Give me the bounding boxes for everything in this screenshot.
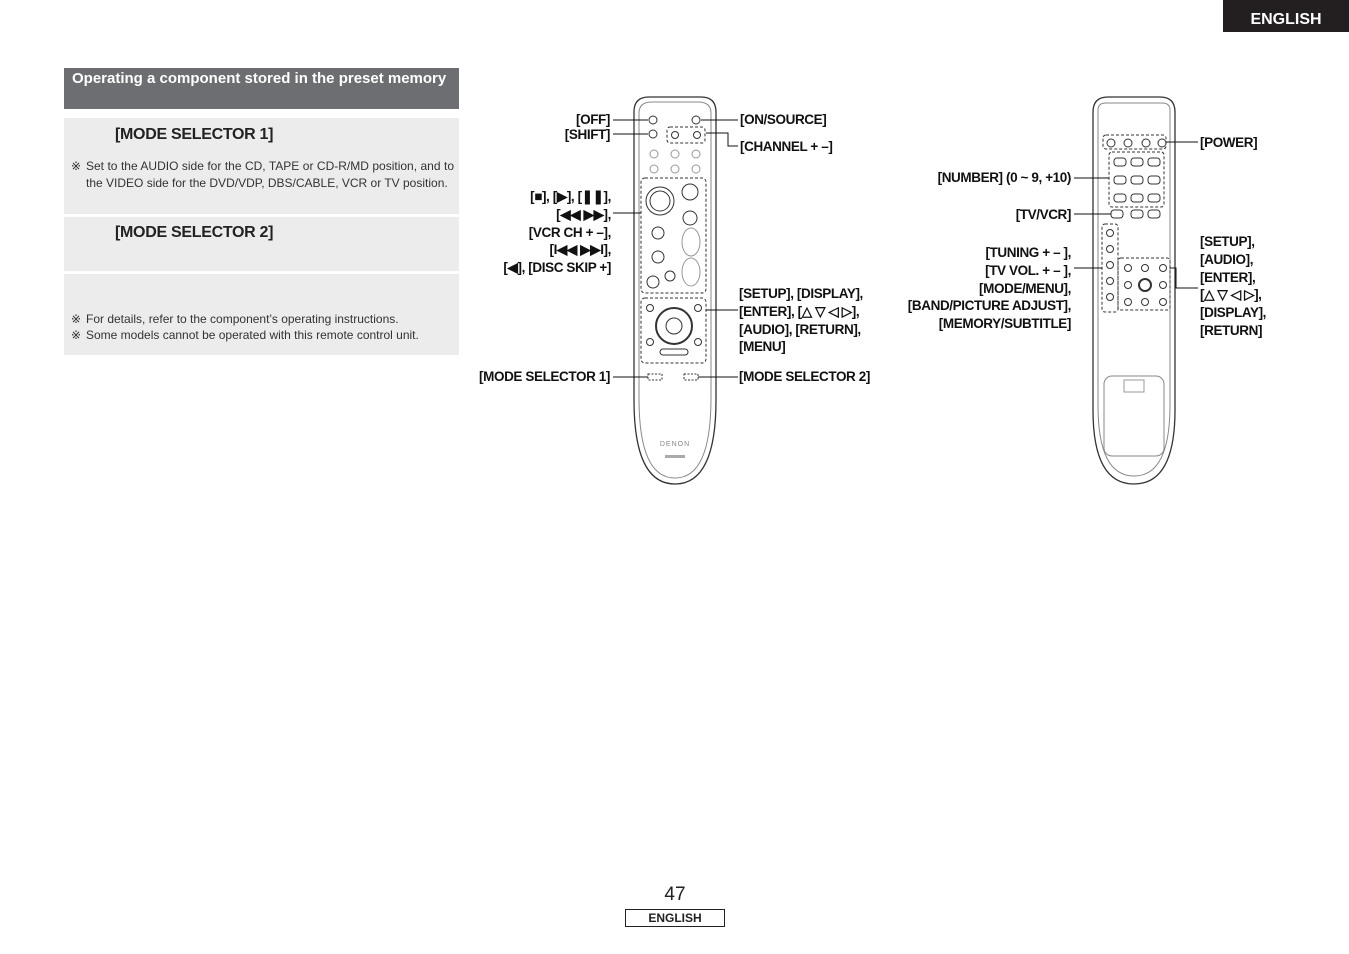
label-line: [MODE/MENU], (979, 280, 1071, 296)
label-line: [RETURN] (1200, 322, 1263, 338)
label-line: [MENU] (739, 339, 786, 355)
note-text: Some models cannot be operated with this remote control unit. (86, 328, 419, 342)
label-channel: [CHANNEL + –] (740, 139, 833, 154)
note-text: Set to the AUDIO side for the CD, TAPE or CD-R/MD position, and to the VIDEO side for the DVD/VDP, DBS/CABLE, VCR or TV position. (86, 159, 454, 190)
remote-2-illustration (1093, 97, 1175, 484)
label-line: [I◀◀ ▶▶I], (549, 242, 611, 258)
note-mark: ※ (71, 328, 82, 342)
label-line: [TV VOL. + – ], (985, 262, 1071, 278)
label-line: [SETUP], (1200, 234, 1255, 249)
label-setup-display (739, 285, 863, 356)
label-power: [POWER] (1200, 135, 1258, 150)
label-line: [MEMORY/SUBTITLE] (938, 316, 1071, 332)
label-line: [ENTER], [△ ▽ ◁ ▷], (739, 303, 860, 319)
label-off: [OFF] (576, 112, 610, 127)
label-line: [◀], [DISC SKIP +] (503, 260, 611, 276)
label-line: [SETUP], [DISPLAY], (739, 286, 863, 301)
label-shift: [SHIFT] (564, 127, 610, 142)
label-number: [NUMBER] (0 ~ 9, +10) (937, 170, 1071, 185)
label-line: [ENTER], (1200, 269, 1256, 285)
remote-1-leader-lines (613, 120, 738, 377)
label-tv-vcr: [TV/VCR] (1015, 207, 1071, 222)
label-line: [BAND/PICTURE ADJUST], (907, 298, 1071, 314)
mode-selector-1-title: [MODE SELECTOR 1] (115, 126, 274, 143)
mode-selector-2-title: [MODE SELECTOR 2] (115, 224, 274, 241)
label-mode-selector-2: [MODE SELECTOR 2] (739, 369, 870, 384)
section-header: Operating a component stored in the preset memory (64, 68, 459, 109)
label-line: [◀◀ ▶▶], (556, 206, 611, 222)
label-line: [AUDIO], [RETURN], (739, 321, 861, 337)
remote-1-illustration (634, 97, 716, 484)
label-line: [AUDIO], (1200, 251, 1254, 267)
footer-language: ENGLISH (625, 909, 725, 927)
note-text: For details, refer to the component’s operating instructions. (86, 312, 399, 326)
label-mode-selector-1: [MODE SELECTOR 1] (479, 369, 610, 384)
label-tuning (880, 244, 1071, 333)
label-line: [△ ▽ ◁ ▷], (1200, 287, 1262, 303)
label-line: [■], [▶], [❚❚], (530, 189, 611, 204)
label-transport (470, 188, 611, 277)
label-line: [DISPLAY], (1200, 305, 1267, 321)
page-number: 47 (664, 884, 686, 905)
label-setup-audio (1200, 233, 1266, 340)
label-line: [TUNING + – ], (985, 245, 1071, 260)
label-line: [VCR CH + –], (528, 224, 611, 240)
language-tab: ENGLISH (1223, 0, 1349, 32)
note-mark: ※ (71, 312, 82, 326)
denon-logo: DENON (659, 441, 691, 448)
note-mark: ※ (71, 159, 82, 173)
label-on-source: [ON/SOURCE] (740, 112, 827, 127)
